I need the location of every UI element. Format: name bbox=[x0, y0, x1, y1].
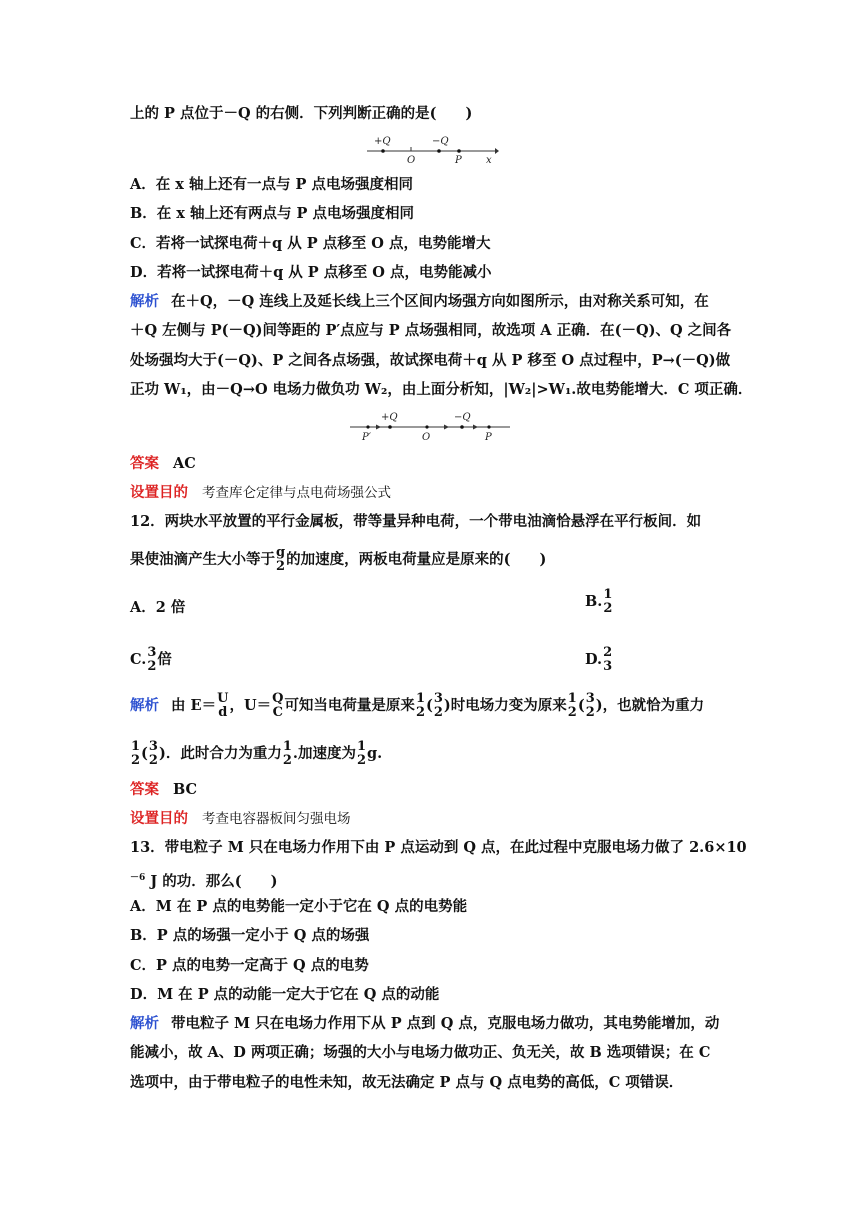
q12-options-row-2 bbox=[130, 646, 740, 674]
q11-purpose-text: 考查库仑定律与点电荷场强公式 bbox=[202, 485, 391, 501]
q13-option-d: D．M 在 P 点的动能一定大于它在 Q 点的动能 bbox=[130, 986, 440, 1003]
q13-analysis-line-3: 选项中，由于带电粒子的电性未知，故无法确定 P 点与 Q 点电势的高低，C 项错误． bbox=[130, 1074, 684, 1091]
fig1-p-label: P bbox=[455, 155, 462, 165]
q12-option-c: C. 3 2 倍 bbox=[130, 645, 172, 674]
q11-option-b: B．在 x 轴上还有两点与 P 点电场强度相同 bbox=[130, 205, 414, 222]
q11-answer-label: 答案 bbox=[130, 455, 159, 472]
q12-stem-2 bbox=[130, 546, 740, 574]
fig1-minus-q-label: −Q bbox=[432, 136, 449, 147]
q11-stem-tail: 上的 P 点位于－Q 的右侧．下列判断正确的是( ) bbox=[130, 105, 473, 122]
q12-options-row-1 bbox=[130, 587, 740, 618]
fig2-plus-q-label: +Q bbox=[381, 412, 398, 423]
fig2-p-prime-label: P′ bbox=[362, 432, 371, 443]
q11-analysis-figure bbox=[348, 409, 513, 443]
q13-exponent: －6 bbox=[130, 873, 146, 883]
q12-analysis-label: 解析 bbox=[130, 697, 159, 714]
q12-option-b: B. 1 2 bbox=[585, 587, 613, 616]
q11-figure-axis bbox=[365, 133, 500, 165]
fig1-plus-q-label: +Q bbox=[374, 136, 391, 147]
q12-option-a: A．2 倍 bbox=[130, 599, 186, 616]
q13-option-b: B．P 点的场强一定小于 Q 点的场强 bbox=[130, 927, 370, 944]
fig1-origin-label: O bbox=[407, 155, 416, 165]
q12-stem-fraction: g 2 bbox=[276, 545, 286, 574]
fig1-x-label: x bbox=[486, 155, 492, 165]
fig2-minus-q-label: −Q bbox=[454, 412, 471, 423]
q11-analysis-text-1: 在＋Q，－Q 连线上及延长线上三个区间内场强方向如图所示，由对称关系可知，在 bbox=[171, 293, 709, 310]
q12-stem-2a: 果使油滴产生大小等于 bbox=[130, 551, 275, 568]
q13-analysis-text-1: 带电粒子 M 只在电场力作用下从 P 点到 Q 点，克服电场力做功，其电势能增加，动 bbox=[171, 1015, 720, 1032]
q12-analysis-line-2: 1 2 ( 3 2 )．此时合力为重力 1 2 .加速度为 1 2 g. bbox=[131, 739, 383, 768]
q11-analysis-label: 解析 bbox=[130, 293, 159, 310]
q13-analysis-line-1 bbox=[130, 1014, 740, 1034]
q11-analysis-line-4: 正功 W₁，由－Q→O 电场力做负功 W₂，由上面分析知，|W₂|>W₁.故电势能增大．C 项正确． bbox=[130, 381, 753, 398]
q13-analysis-label: 解析 bbox=[130, 1015, 159, 1032]
q13-stem-2-text: J 的功．那么( ) bbox=[145, 872, 278, 890]
q13-option-a: A．M 在 P 点的电势能一定小于它在 Q 点的电势能 bbox=[130, 898, 468, 915]
q13-option-c: C．P 点的电势一定高于 Q 点的电势 bbox=[130, 957, 369, 974]
q11-purpose bbox=[130, 483, 740, 503]
q12-purpose-label: 设置目的 bbox=[130, 810, 188, 827]
q13-analysis-line-2: 能减小，故 A、D 两项正确；场强的大小与电场力做功正、负无关，故 B 选项错误；在 C bbox=[130, 1044, 711, 1061]
q12-answer bbox=[130, 780, 740, 800]
q12-answer-value: BC bbox=[173, 781, 198, 798]
q11-option-d: D．若将一试探电荷＋q 从 P 点移至 O 点，电势能减小 bbox=[130, 264, 492, 281]
q11-option-c: C．若将一试探电荷＋q 从 P 点移至 O 点，电势能增大 bbox=[130, 235, 491, 252]
q12-option-d: D. 2 3 bbox=[585, 645, 613, 674]
q11-purpose-label: 设置目的 bbox=[130, 484, 188, 501]
fig2-origin-label: O bbox=[422, 432, 431, 443]
q11-analysis-line-2: ＋Q 左侧与 P(－Q)间等距的 P′点应与 P 点场强相同，故选项 A 正确．在(－Q)、Q 之间各 bbox=[130, 322, 732, 339]
q12-stem-1: 12．两块水平放置的平行金属板，带等量异种电荷，一个带电油滴恰悬浮在平行板间．如 bbox=[130, 513, 702, 530]
q11-answer-value: AC bbox=[173, 455, 196, 472]
q13-stem-1: 13．带电粒子 M 只在电场力作用下由 P 点运动到 Q 点，在此过程中克服电场力做了 2.6×10 bbox=[130, 839, 747, 856]
fig2-p-label: P bbox=[485, 432, 492, 443]
q12-analysis-line-1: 解析 由 E＝ U d ，U＝ Q C 可知当电荷量是原来 1 2 ( 3 2 )时电场力变为原来 1 2 ( 3 2 )，也就恰为重力 bbox=[130, 691, 705, 720]
q11-analysis-line-1 bbox=[130, 292, 740, 312]
q12-purpose-text: 考查电容器板间匀强电场 bbox=[202, 811, 351, 827]
q11-answer bbox=[130, 454, 740, 474]
q11-analysis-line-3: 处场强均大于(－Q)、P 之间各点场强，故试探电荷＋q 从 P 移至 O 点过程中，P→(－Q)做 bbox=[130, 352, 731, 369]
q12-purpose bbox=[130, 809, 740, 829]
q12-answer-label: 答案 bbox=[130, 781, 159, 798]
q11-option-a: A．在 x 轴上还有一点与 P 点电场强度相同 bbox=[130, 176, 413, 193]
q13-stem-2 bbox=[130, 868, 740, 892]
q12-stem-2b: 的加速度，两板电荷量应是原来的( ) bbox=[286, 551, 547, 568]
